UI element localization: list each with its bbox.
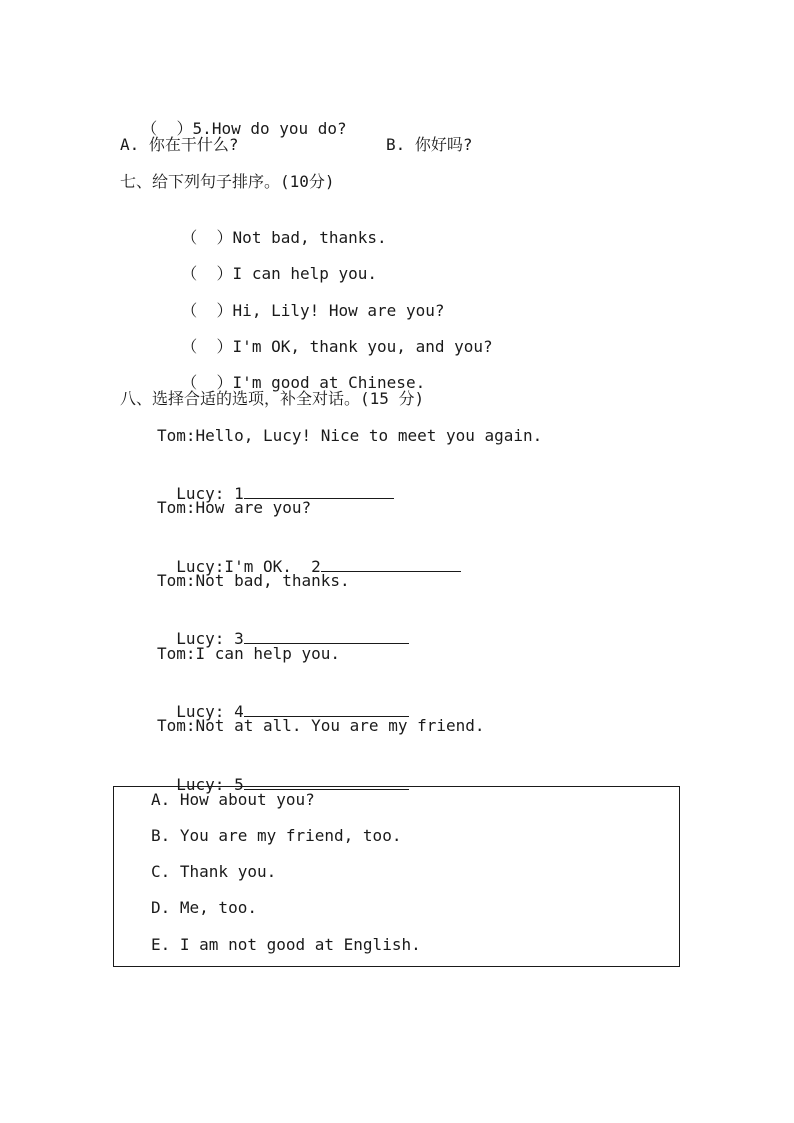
answer-blank-3[interactable] [244, 627, 409, 644]
q5-option-b: B. 你好吗? [386, 135, 473, 154]
dialogue-line: Lucy: 5 [157, 753, 409, 795]
dialogue-line: Lucy: 1 [157, 462, 394, 504]
dialogue-line: Tom:Not at all. You are my friend. [157, 716, 485, 735]
sort-item-text: I'm OK, thank you, and you? [232, 337, 493, 356]
q5-option-a: A. 你在干什么? [120, 135, 239, 154]
dialogue-line: Lucy:I'm OK. 2 [157, 535, 461, 577]
dialogue-line: Tom:I can help you. [157, 644, 341, 663]
section-7-heading: 七、给下列句子排序。(10分) [120, 172, 335, 191]
dialogue-line: Tom:Not bad, thanks. [157, 571, 350, 590]
answer-paren: （ ） [181, 301, 233, 320]
section-8-heading: 八、选择合适的选项，补全对话。(15 分) [120, 389, 425, 408]
answer-paren: （ ） [181, 228, 233, 247]
answer-paren: （ ） [181, 264, 233, 283]
answer-paren: （ ） [141, 119, 193, 138]
answer-blank-4[interactable] [244, 700, 409, 717]
sort-item-5 [162, 353, 425, 393]
sort-item-text: Not bad, thanks. [232, 228, 387, 247]
option-a: A. How about you? [151, 790, 315, 809]
option-d: D. Me, too. [151, 898, 257, 917]
question-5 [122, 99, 347, 139]
sort-item-2 [162, 244, 377, 284]
answer-paren: （ ） [181, 337, 233, 356]
answer-blank-2[interactable] [321, 555, 461, 572]
option-e: E. I am not good at English. [151, 935, 421, 954]
dialogue-line: Tom:How are you? [157, 498, 312, 517]
option-b: B. You are my friend, too. [151, 826, 402, 845]
dialogue-line: Tom:Hello, Lucy! Nice to meet you again. [157, 426, 543, 445]
question-text: 5.How do you do? [192, 119, 347, 138]
sort-item-3 [162, 281, 444, 321]
sort-item-text: Hi, Lily! How are you? [232, 301, 445, 320]
sort-item-text: I can help you. [232, 264, 378, 283]
sort-item-text: I'm good at Chinese. [232, 373, 426, 392]
answer-blank-1[interactable] [244, 482, 394, 499]
sort-item-4 [162, 317, 493, 357]
answer-paren: （ ） [181, 373, 233, 392]
dialogue-line: Lucy: 4 [157, 680, 409, 722]
option-c: C. Thank you. [151, 862, 277, 881]
sort-item-1 [162, 208, 387, 248]
dialogue-line: Lucy: 3 [157, 607, 409, 649]
